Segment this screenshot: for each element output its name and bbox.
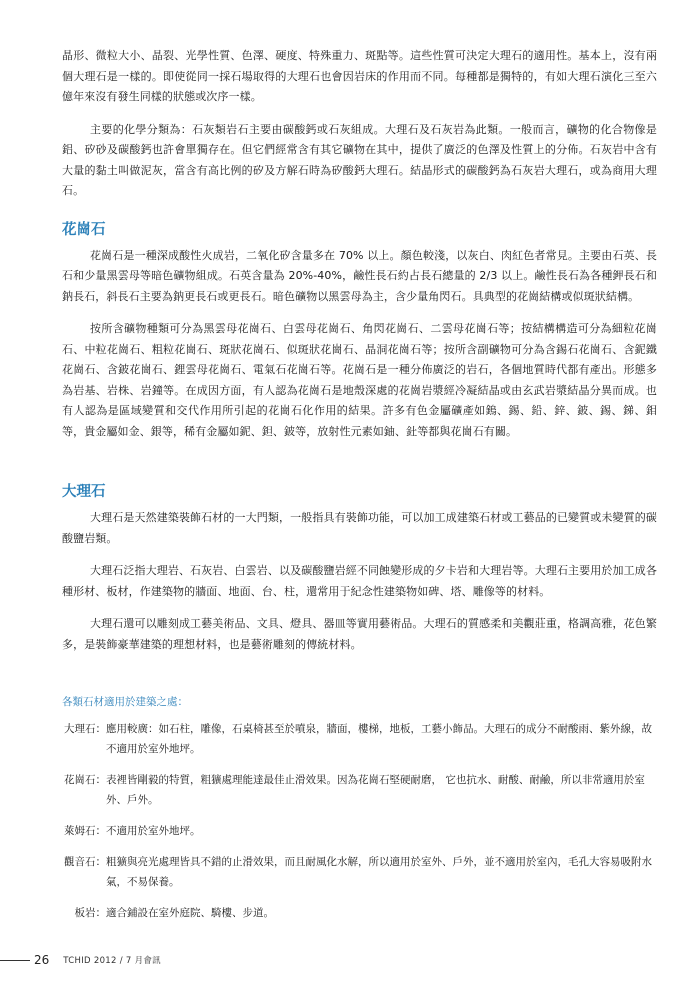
marble-heading: 大理石 bbox=[62, 484, 106, 500]
use-term-label: 大理石： bbox=[64, 723, 106, 735]
footer-rule bbox=[0, 960, 30, 961]
page-number: 26 bbox=[34, 953, 50, 967]
use-description: 不適用於室外地坪。 bbox=[106, 825, 201, 837]
use-description: 表裡皆剛毅的特質，粗獷處理能達最佳止滑效果。因為花崗石堅硬耐磨， 它也抗水、耐酸、耐鹼，所以非常適用於室外、戶外。 bbox=[106, 774, 645, 806]
list-item bbox=[62, 852, 657, 892]
stone-uses-list bbox=[62, 719, 657, 923]
use-term-label: 觀音石： bbox=[64, 856, 106, 868]
granite-paragraph-1: 花崗石是一種深成酸性火成岩，二氧化矽含量多在 70% 以上。顏色較淺，以灰白、肉紅色者常見。主要由石英、長石和少量黑雲母等暗色礦物組成。石英含量為 20%-40%，鹼性長石約占長石總量的 2/3 以上。鹼性長石為各種鉀長石和鈉長石，斜長石主要為鈉更長石或更長石。暗色礦物以黑雲母為主，含少量角閃石。具典型的花崗結構或似斑狀結構。 bbox=[62, 248, 657, 303]
list-item bbox=[62, 903, 657, 923]
marble-paragraph-3: 大理石還可以雕刻成工藝美術品、文具、燈具、器皿等實用藝術品。大理石的質感柔和美觀莊重，格調高雅，花色繁多，是裝飾豪華建築的理想材料，也是藝術雕刻的傳統材料。 bbox=[62, 617, 657, 651]
use-term-label: 萊姆石： bbox=[64, 825, 106, 837]
use-description: 應用較廣：如石柱，雕像，石桌椅甚至於噴泉，牆面，樓梯，地板，工藝小飾品。大理石的成分不耐酸雨、紫外線，故不適用於室外地坪。 bbox=[106, 723, 652, 755]
stone-uses-heading: 各類石材適用於建築之處： bbox=[62, 696, 188, 708]
publication-name: TCHID 2012 / 7 月會訊 bbox=[63, 956, 161, 966]
intro-paragraph-2: 主要的化學分類為：石灰類岩石主要由碳酸鈣或石灰組成。大理石及石灰岩為此類。一般而言，礦物的化合物像是鋁、矽砂及碳酸鈣也許會單獨存在。但它們經常含有其它礦物在其中，提供了廣泛的色澤及性質上的分佈。石灰岩中含有大量的黏土叫做泥灰，當含有高比例的矽及方解石時為矽酸鈣大理石。結晶形式的碳酸鈣為石灰岩大理石，或為商用大理石。 bbox=[62, 122, 657, 197]
granite-paragraph-2: 按所含礦物種類可分為黑雲母花崗石、白雲母花崗石、角閃花崗石、二雲母花崗石等；按結構構造可分為細粒花崗石、中粒花崗石、粗粒花崗石、斑狀花崗石、似斑狀花崗石、晶洞花崗石等；按所含副礦物可分為含錫石花崗石、含鈮鐵花崗石、含鈹花崗石、鋰雲母花崗石、電氣石花崗石等。花崗石是一種分佈廣泛的岩石，各個地質時代都有產出。形態多為岩基、岩株、岩鐘等。在成因方面，有人認為花崗石是地殼深處的花崗岩漿經冷凝結晶或由玄武岩漿結晶分異而成。也有人認為是區域變質和交代作用所引起的花崗石化作用的結果。許多有色金屬礦產如鎢、錫、鉛、鋅、鈹、錫、銻、鉬等，貴金屬如金、銀等，稀有金屬如鈮、鉭、鈹等，放射性元素如鈾、釷等都與花崗石有關。 bbox=[62, 322, 657, 438]
use-description: 適合鋪設在室外庭院、騎樓、步道。 bbox=[106, 907, 274, 919]
use-term-label: 板岩： bbox=[74, 907, 106, 919]
marble-paragraph-1: 大理石是天然建築裝飾石材的一大門類，一般指具有裝飾功能，可以加工成建築石材或工藝品的已變質或未變質的碳酸鹽岩類。 bbox=[62, 511, 657, 545]
use-term-label: 花崗石： bbox=[64, 774, 106, 786]
granite-heading: 花崗石 bbox=[62, 221, 106, 238]
marble-paragraph-2: 大理石泛指大理岩、石灰岩、白雲岩、以及碳酸鹽岩經不同蝕變形成的夕卡岩和大理岩等。大理石主要用於加工成各種形材、板材，作建築物的牆面、地面、台、柱，還常用于紀念性建築物如碑、塔、雕像等的材料。 bbox=[62, 564, 657, 598]
list-item bbox=[62, 821, 657, 841]
page-footer bbox=[0, 948, 161, 972]
list-item bbox=[62, 719, 657, 759]
use-description: 粗獷與亮光處理皆具不錯的止滑效果，而且耐風化水解，所以適用於室外、戶外，並不適用於室內，毛孔大容易吸附水氣，不易保養。 bbox=[106, 856, 652, 888]
list-item bbox=[62, 770, 657, 810]
article-body bbox=[62, 46, 657, 934]
intro-paragraph-1: 晶形、微粒大小、晶裂、光學性質、色澤、硬度、特殊重力、斑點等。這些性質可決定大理石的適用性。基本上，沒有兩個大理石是一樣的。即使從同一採石場取得的大理石也會因岩床的作用而不同。每種都是獨特的，有如大理石演化三至六億年來沒有發生同樣的狀態或次序一樣。 bbox=[62, 49, 657, 103]
